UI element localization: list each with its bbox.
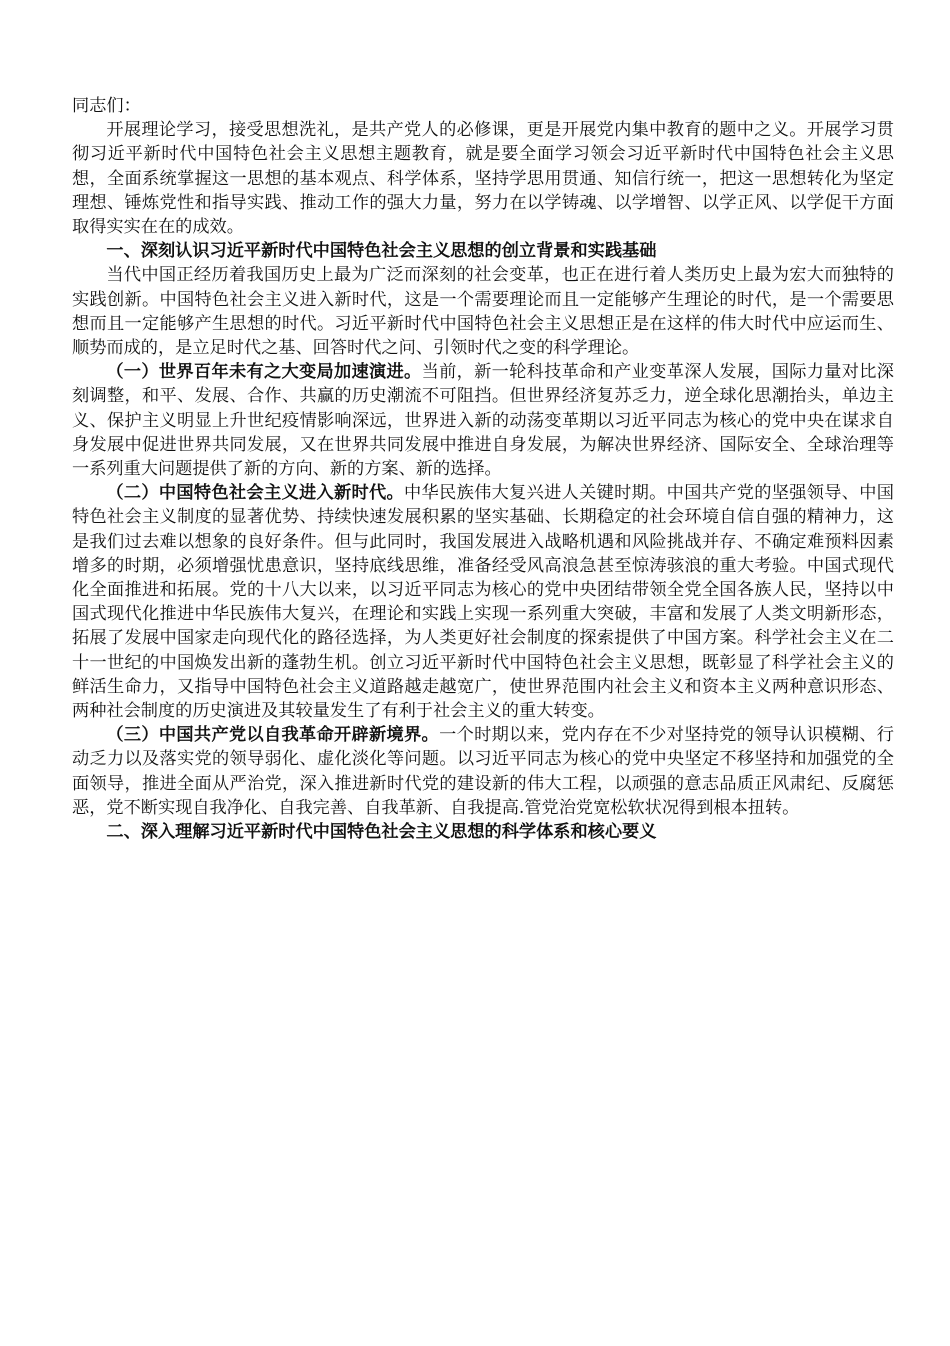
section-1-heading: 一、深刻认识习近平新时代中国特色社会主义思想的创立背景和实践基础 [106,241,657,262]
point-2-body: 中华民族伟大复兴进人关键时期。中国共产党的坚强领导、中国特色社会主义制度的显著优势、持续快速发展积累的坚实基础、长期稳定的社会环境自信自强的精神力，这是我们过去难以想象的良好条件。但与此同时，我国发展进入战略机遇和风险挑战并存、不确定难预料因素增多的时期，必须增强忧患意识，坚持底线思维，准备经受风高浪急甚至惊涛骇浪的重大考验。中国式现代化全面推进和拓展。党的十八大以来，以习近平同志为核心的党中央团结带领全党全国各族人民，坚持以中国式现代化推进中华民族伟大复兴，在理论和实践上实现一系列重大突破，丰富和发展了人类文明新形态，拓展了发展中国家走向现代化的路径选择，为人类更好社会制度的探索提供了中国方案。科学社会主义在二十一世纪的中国焕发出新的蓬勃生机。创立习近平新时代中国特色社会主义思想，既彰显了科学社会主义的鲜活生命力，又指导中国特色社会主义道路越走越宽广，使世界范围内社会主义和资本主义两种意识形态、两种社会制度的历史演进及其较量发生了有利于社会主义的重大转变。 [72,483,894,722]
salutation: 同志们： [72,96,141,116]
point-1-lead: （一）世界百年未有之大变局加速演进。 [106,362,422,383]
point-2-paragraph [72,481,894,723]
section-2-heading: 二、深入理解习近平新时代中国特色社会主义思想的科学体系和核心要义 [106,822,657,843]
section-1-intro: 当代中国正经历着我国历史上最为广泛而深刻的社会变革，也正在进行着人类历史上最为宏大而独特的实践创新。中国特色社会主义进入新时代，这是一个需要理论而且一定能够产生理论的时代，是一个需要思想而且一定能够产生思想的时代。习近平新时代中国特色社会主义思想正是在这样的伟大时代中应运而生、顺势而成的，是立足时代之基、回答时代之问、引领时代之变的科学理论。 [72,265,894,359]
point-3-lead: （三）中国共产党以自我革命开辟新境界。 [106,725,440,746]
point-1-paragraph [72,360,894,481]
point-1-body: 当前，新一轮科技革命和产业变革深人发展，国际力量对比深刻调整，和平、发展、合作、共赢的历史潮流不可阻挡。但世界经济复苏乏力，逆全球化思潮抬头，单边主义、保护主义明显上升世纪疫情影响深远，世界进入新的动荡变革期以习近平同志为核心的党中央在谋求自身发展中促进世界共同发展，又在世界共同发展中推进自身发展，为解决世界经济、国际安全、全球治理等一系列重大问题提供了新的方向、新的方案、新的选择。 [72,362,894,480]
point-2-lead: （二）中国特色社会主义进入新时代。 [106,483,405,504]
point-3-body: 一个时期以来，党内存在不少对坚持党的领导认识模糊、行动乏力以及落实党的领导弱化、虚化淡化等问题。以习近平同志为核心的党中央坚定不移坚持和加强党的全面领导，推进全面从严治党，深入推进新时代党的建设新的伟大工程，以顽强的意志品质正风肃纪、反腐惩恶，党不断实现自我净化、自我完善、自我革新、自我提高.管党治党宽松软状况得到根本扭转。 [72,725,894,818]
intro-paragraph: 开展理论学习，接受思想洗礼，是共产党人的必修课，更是开展党内集中教育的题中之义。开展学习贯彻习近平新时代中国特色社会主义思想主题教育，就是要全面学习领会习近平新时代中国特色社会主义思想，全面系统掌握这一思想的基本观点、科学体系，坚持学思用贯通、知信行统一，把这一思想转化为坚定理想、锤炼党性和指导实践、推动工作的强大力量，努力在以学铸魂、以学增智、以学正风、以学促干方面取得实实在在的成效。 [72,120,894,238]
document-body [72,94,894,844]
point-3-paragraph [72,723,894,820]
